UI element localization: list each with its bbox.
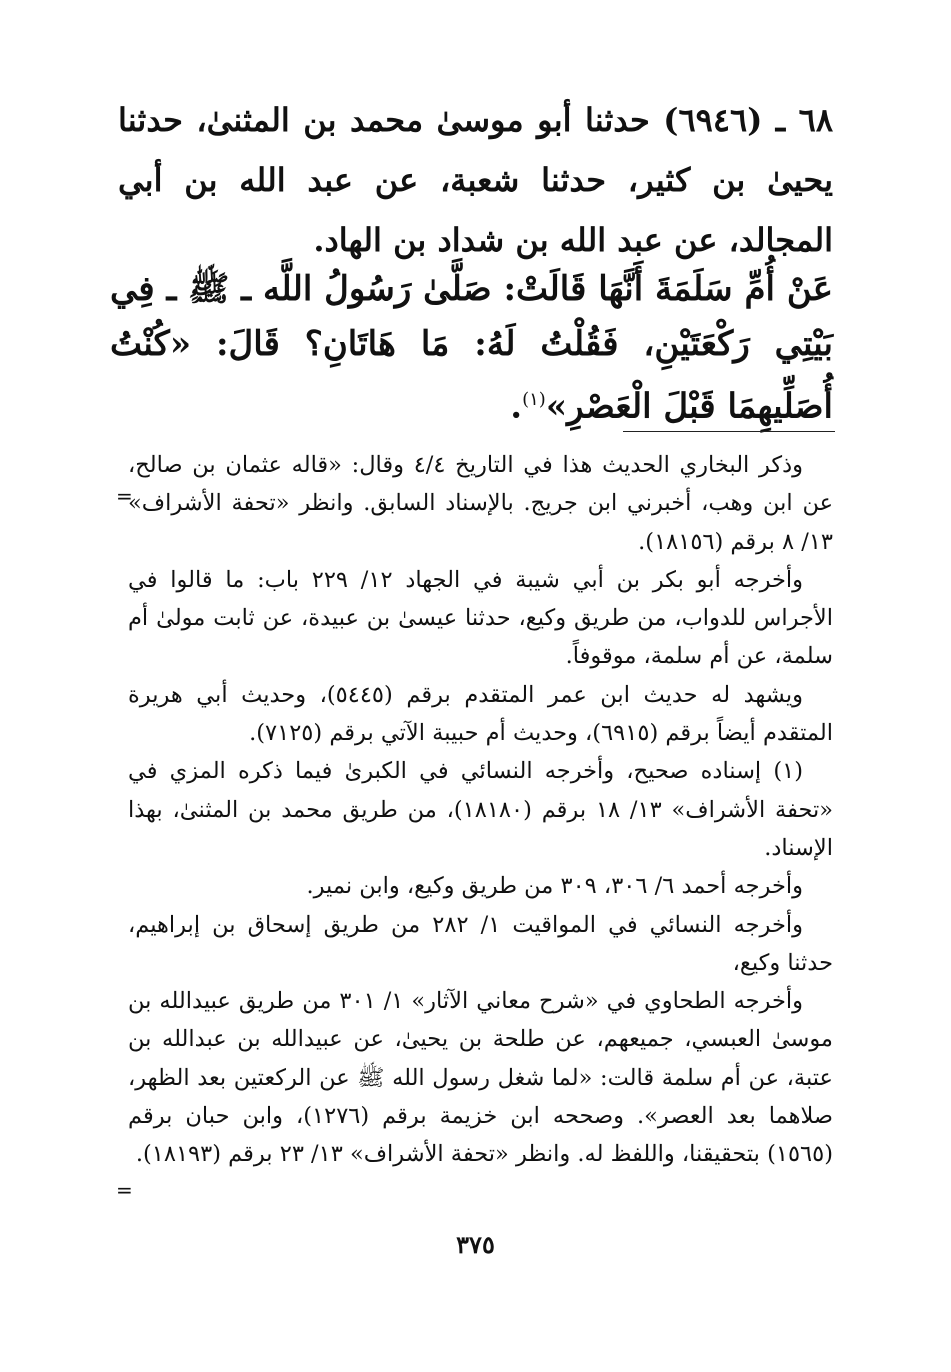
hadith-matn <box>110 262 833 434</box>
footnote-paragraph: وذكر البخاري الحديث هذا في التاريخ ٤/٤ وقال: «قاله عثمان بن صالح، عن ابن وهب، أخبرني ابن جريج. بالإسناد السابق. وانظر «تحفة الأشراف» ١٣/ ٨ برقم (١٨١٥٦). <box>128 452 833 555</box>
continuation-mark: = <box>116 484 133 508</box>
continuation-mark: = <box>116 1178 133 1202</box>
footnote-paragraph: (١) إسناده صحيح، وأخرجه النسائي في الكبرىٰ فيما ذكره المزي في «تحفة الأشراف» ١٣/ ١٨ برقم (١٨١٨٠)، من طريق محمد بن المثنىٰ، بهذا الإسناد. <box>128 758 834 861</box>
footnote-separator <box>623 431 835 432</box>
footnote-paragraph: وأخرجه أحمد ٦/ ٣٠٦، ٣٠٩ من طريق وكيع، وابن نمير. <box>306 873 803 900</box>
hadith-isnad: ٦٨ ـ (٦٩٤٦) حدثنا أبو موسىٰ محمد بن المثنىٰ، حدثنا يحيىٰ بن كثير، حدثنا شعبة، عن عبد الله بن أبي المجالد، عن عبد الله بن شداد بن الهاد. <box>118 101 834 259</box>
footnote-paragraph: وأخرجه الطحاوي في «شرح معاني الآثار» ١/ ٣٠١ من طريق عبيدالله بن موسىٰ العبسي، جميعهم، عن طلحة بن يحيىٰ، عن عبيدالله بن عبدالله بن عتبة، عن أم سلمة قالت: «لما شغل رسول الله ﷺ عن الركعتين بعد الظهر، صلاهما بعد العصر». وصححه ابن خزيمة برقم (١٢٧٦)، وابن حبان برقم (١٥٦٥) بتحقيقنا، واللفظ له. وانظر «تحفة الأشراف» ١٣/ ٢٣ برقم (١٨١٩٣). <box>128 988 833 1168</box>
hadith-end-mark: . <box>510 386 523 427</box>
page-number: ٣٧٥ <box>456 1230 495 1259</box>
footnote-reference: (١) <box>522 389 546 410</box>
footnotes <box>128 446 833 1174</box>
footnote-paragraph: ويشهد له حديث ابن عمر المتقدم برقم (٥٤٤٥)، وحديث أبي هريرة المتقدم أيضاً برقم (٦٩١٥)، وحديث أم حبيبة الآتي برقم (٧١٢٥). <box>128 681 833 747</box>
footnote-paragraph: وأخرجه أبو بكر بن أبي شيبة في الجهاد ١٢/ ٢٢٩ باب: ما قالوا في الأجراس للدواب، من طريق وكيع، حدثنا عيسىٰ بن عبيدة، عن ثابت مولىٰ أم سلمة، عن أم سلمة، موقوفاً. <box>128 566 833 670</box>
footnote-paragraph: وأخرجه النسائي في المواقيت ١/ ٢٨٢ من طريق إسحاق بن إبراهيم، حدثنا وكيع، <box>128 911 833 976</box>
hadith-matn-text: عَنْ أُمِّ سَلَمَةَ أَنَّهَا قَالَتْ: صَلَّىٰ رَسُولُ اللَّه ـ ﷺ ـ فِي بَيْتِي رَكْعَتَيْنِ، فَقُلْتُ لَهُ: مَا هَاتَانِ؟ قَالَ: «كُنْتُ أُصَلِّيهِمَا قَبْلَ الْعَصْرِ» <box>110 269 833 427</box>
